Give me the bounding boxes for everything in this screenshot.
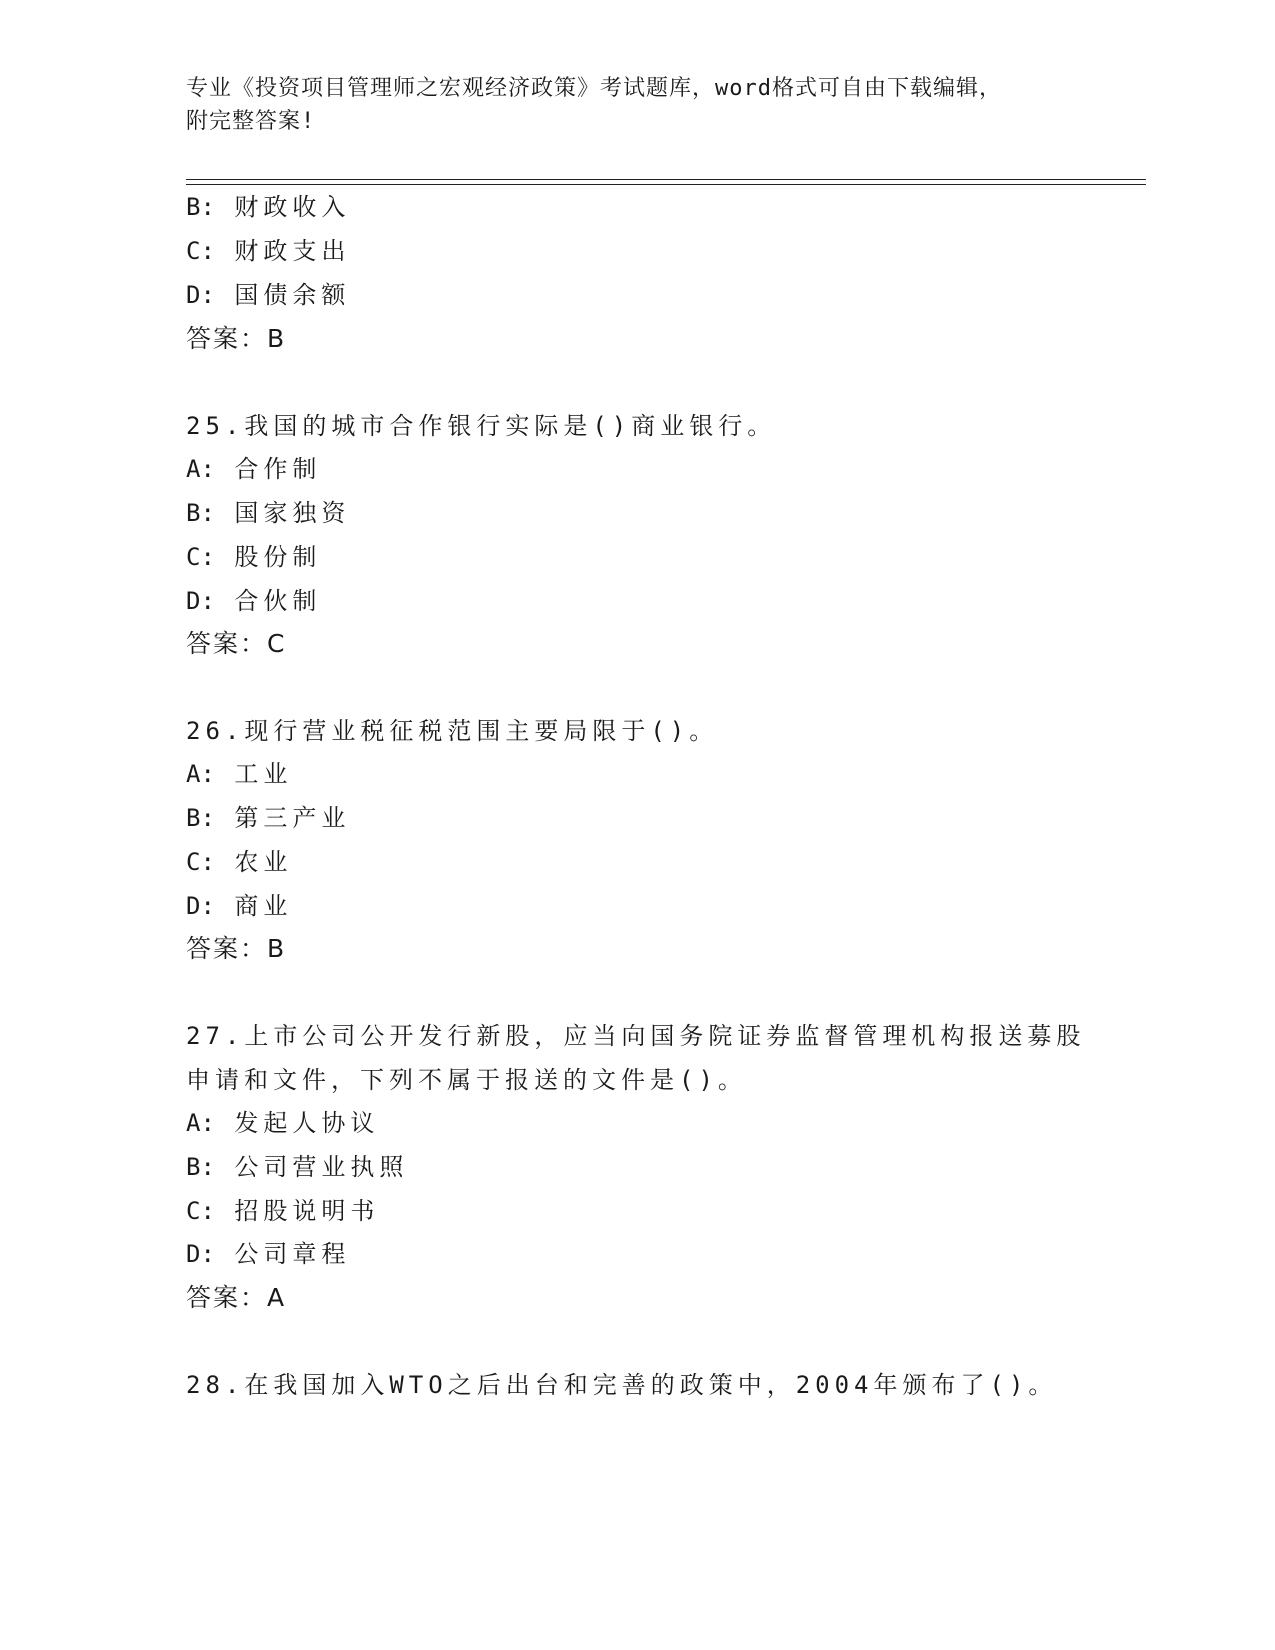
- option-text: 国家独资: [234, 499, 351, 527]
- q26-answer: 答案：B: [186, 934, 287, 963]
- option-key: D:: [186, 1240, 215, 1268]
- option-text: 公司章程: [234, 1240, 351, 1268]
- option-text: 第三产业: [234, 804, 351, 832]
- q24-option-d: [186, 278, 350, 312]
- option-key: A:: [186, 455, 215, 483]
- option-text: 财政支出: [234, 237, 351, 265]
- q27-answer: 答案：A: [186, 1283, 287, 1312]
- option-text: 商业: [234, 892, 293, 920]
- q27-question-line-1: 27.上市公司公开发行新股，应当向国务院证券监督管理机构报送募股: [186, 1022, 1086, 1050]
- option-key: D:: [186, 892, 215, 920]
- option-key: D:: [186, 587, 215, 615]
- q24-answer: 答案：B: [186, 324, 287, 353]
- q26-option-b: [186, 801, 350, 835]
- option-key: C:: [186, 1197, 215, 1225]
- header-line-1: 专业《投资项目管理师之宏观经济政策》考试题库，word格式可自由下载编辑，: [186, 76, 1002, 101]
- q24-option-c: [186, 234, 350, 268]
- q28-question: 28.在我国加入WTO之后出台和完善的政策中，2004年颁布了()。: [186, 1371, 1058, 1399]
- q25-option-b: [186, 496, 350, 530]
- option-key: B:: [186, 1153, 215, 1181]
- option-text: 合伙制: [234, 587, 322, 615]
- option-key: C:: [186, 543, 215, 571]
- option-text: 招股说明书: [234, 1197, 380, 1225]
- option-text: 国债余额: [234, 281, 351, 309]
- header-line-2: 附完整答案!: [186, 109, 316, 134]
- option-text: 财政收入: [234, 193, 351, 221]
- option-key: B:: [186, 499, 215, 527]
- option-key: B:: [186, 804, 215, 832]
- header-divider-top: [186, 179, 1146, 180]
- q25-option-c: [186, 540, 321, 574]
- q26-option-c: [186, 845, 292, 879]
- option-text: 农业: [234, 848, 293, 876]
- option-key: A:: [186, 1109, 215, 1137]
- option-text: 合作制: [234, 455, 322, 483]
- q27-option-d: [186, 1237, 350, 1271]
- option-key: C:: [186, 237, 215, 265]
- q25-option-d: [186, 584, 321, 618]
- option-text: 股份制: [234, 543, 322, 571]
- q27-option-b: [186, 1150, 408, 1184]
- q27-option-c: [186, 1194, 379, 1228]
- option-key: A:: [186, 760, 215, 788]
- header-divider-bottom: [186, 184, 1146, 185]
- q26-option-a: [186, 757, 292, 791]
- option-key: B:: [186, 193, 215, 221]
- q25-option-a: [186, 452, 321, 486]
- q24-option-b: [186, 190, 350, 224]
- document-header: [186, 72, 1066, 138]
- option-text: 公司营业执照: [234, 1153, 409, 1181]
- q27-option-a: [186, 1106, 379, 1140]
- q25-answer: 答案：C: [186, 629, 287, 658]
- option-key: C:: [186, 848, 215, 876]
- q26-question: 26.现行营业税征税范围主要局限于()。: [186, 717, 719, 745]
- option-text: 工业: [234, 760, 293, 788]
- option-key: D:: [186, 281, 215, 309]
- q27-question-line-2: 申请和文件，下列不属于报送的文件是()。: [186, 1066, 747, 1094]
- option-text: 发起人协议: [234, 1109, 380, 1137]
- q25-question: 25.我国的城市合作银行实际是()商业银行。: [186, 412, 777, 440]
- q26-option-d: [186, 889, 292, 923]
